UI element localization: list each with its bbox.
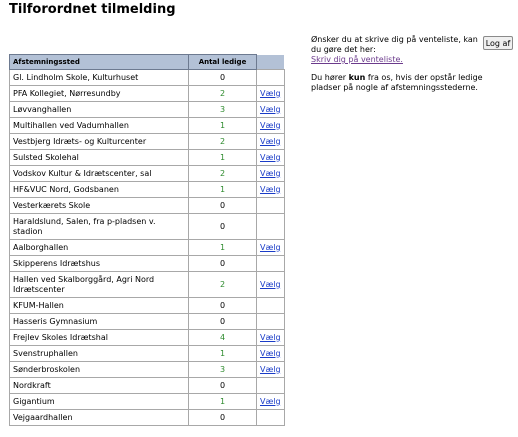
available-count: 2 <box>189 86 257 102</box>
notice-bold: kun <box>348 73 366 82</box>
table-row <box>10 198 285 214</box>
station-name: Sønderbroskolen <box>10 362 189 378</box>
station-name: Vodskov Kultur & Idrætscenter, sal <box>10 166 189 182</box>
select-link[interactable]: Vælg <box>260 152 281 162</box>
station-name: Hasseris Gymnasium <box>10 314 189 330</box>
select-link[interactable]: Vælg <box>260 136 281 146</box>
available-count: 2 <box>189 166 257 182</box>
pick-cell <box>257 362 285 378</box>
pick-cell <box>257 102 285 118</box>
station-name: Multihallen ved Vadumhallen <box>10 118 189 134</box>
available-count: 1 <box>189 394 257 410</box>
station-name: Svenstruphallen <box>10 346 189 362</box>
page-title: Tilforordnet tilmelding <box>9 2 176 17</box>
pick-cell <box>257 86 285 102</box>
station-name: Skipperens Idrætshus <box>10 256 189 272</box>
table-row <box>10 394 285 410</box>
pick-cell <box>257 134 285 150</box>
pick-cell <box>257 150 285 166</box>
waitlist-paragraph <box>311 35 486 65</box>
pick-cell <box>257 182 285 198</box>
station-name: Vestbjerg Idræts- og Kulturcenter <box>10 134 189 150</box>
select-link[interactable]: Vælg <box>260 88 281 98</box>
table-row <box>10 150 285 166</box>
station-name: Nordkraft <box>10 378 189 394</box>
pick-cell <box>257 118 285 134</box>
table-row <box>10 330 285 346</box>
logout-button[interactable]: Log af <box>483 36 513 50</box>
pick-cell <box>257 394 285 410</box>
station-name: Aalborghallen <box>10 240 189 256</box>
select-link[interactable]: Vælg <box>260 348 281 358</box>
pick-cell <box>257 256 285 272</box>
station-name: KFUM-Hallen <box>10 298 189 314</box>
pick-cell <box>257 70 285 86</box>
table-row <box>10 214 285 240</box>
select-link[interactable]: Vælg <box>260 396 281 406</box>
select-link[interactable]: Vælg <box>260 242 281 252</box>
station-name: Gigantium <box>10 394 189 410</box>
station-name: Haraldslund, Salen, fra p-pladsen v. stadion <box>10 214 189 240</box>
notice-suffix: fra os, hvis der opstår ledige pladser på nogle af afstemningsstederne. <box>311 73 483 92</box>
pick-cell <box>257 272 285 298</box>
table-row <box>10 298 285 314</box>
station-name: Gl. Lindholm Skole, Kulturhuset <box>10 70 189 86</box>
station-name: Frejlev Skoles Idrætshal <box>10 330 189 346</box>
available-count: 0 <box>189 298 257 314</box>
table-row <box>10 134 285 150</box>
table-row <box>10 240 285 256</box>
available-count: 2 <box>189 134 257 150</box>
available-count: 3 <box>189 362 257 378</box>
available-count: 2 <box>189 272 257 298</box>
table-row <box>10 182 285 198</box>
available-count: 1 <box>189 118 257 134</box>
pick-cell <box>257 330 285 346</box>
station-name: Løvvanghallen <box>10 102 189 118</box>
available-count: 0 <box>189 314 257 330</box>
pick-cell <box>257 240 285 256</box>
available-count: 0 <box>189 198 257 214</box>
waitlist-link[interactable]: Skriv dig på venteliste. <box>311 55 403 64</box>
available-count: 1 <box>189 346 257 362</box>
station-name: Sulsted Skolehal <box>10 150 189 166</box>
pick-cell <box>257 346 285 362</box>
table-row <box>10 346 285 362</box>
table-row <box>10 378 285 394</box>
select-link[interactable]: Vælg <box>260 104 281 114</box>
available-count: 0 <box>189 410 257 426</box>
available-count: 0 <box>189 70 257 86</box>
table-row <box>10 86 285 102</box>
notice-prefix: Du hører <box>311 73 349 82</box>
select-link[interactable]: Vælg <box>260 184 281 194</box>
table-row <box>10 410 285 426</box>
table-row <box>10 272 285 298</box>
polling-station-table <box>9 54 285 426</box>
select-link[interactable]: Vælg <box>260 332 281 342</box>
table-row <box>10 362 285 378</box>
station-name: Vejgaardhallen <box>10 410 189 426</box>
pick-cell <box>257 214 285 240</box>
waitlist-text: Ønsker du at skrive dig på venteliste, kan du gøre det her: <box>311 35 478 54</box>
header-blank <box>257 55 285 70</box>
select-link[interactable]: Vælg <box>260 364 281 374</box>
side-info <box>311 35 486 101</box>
available-count: 1 <box>189 240 257 256</box>
pick-cell <box>257 314 285 330</box>
header-available-count: Antal ledige <box>189 55 257 70</box>
available-count: 0 <box>189 256 257 272</box>
select-link[interactable]: Vælg <box>260 279 281 289</box>
available-count: 4 <box>189 330 257 346</box>
station-name: HF&VUC Nord, Godsbanen <box>10 182 189 198</box>
table-row <box>10 256 285 272</box>
pick-cell <box>257 298 285 314</box>
available-count: 1 <box>189 150 257 166</box>
station-name: Vesterkærets Skole <box>10 198 189 214</box>
pick-cell <box>257 198 285 214</box>
available-count: 1 <box>189 182 257 198</box>
header-polling-station: Afstemningssted <box>10 55 189 70</box>
select-link[interactable]: Vælg <box>260 120 281 130</box>
table-row <box>10 70 285 86</box>
pick-cell <box>257 378 285 394</box>
table-header-row <box>10 55 285 70</box>
table-row <box>10 166 285 182</box>
table-row <box>10 118 285 134</box>
table-row <box>10 102 285 118</box>
station-name: Hallen ved Skalborggård, Agri Nord Idrætscenter <box>10 272 189 298</box>
notice-paragraph <box>311 73 486 93</box>
available-count: 3 <box>189 102 257 118</box>
pick-cell <box>257 166 285 182</box>
pick-cell <box>257 410 285 426</box>
available-count: 0 <box>189 378 257 394</box>
available-count: 0 <box>189 214 257 240</box>
select-link[interactable]: Vælg <box>260 168 281 178</box>
station-name: PFA Kollegiet, Nørresundby <box>10 86 189 102</box>
table-row <box>10 314 285 330</box>
